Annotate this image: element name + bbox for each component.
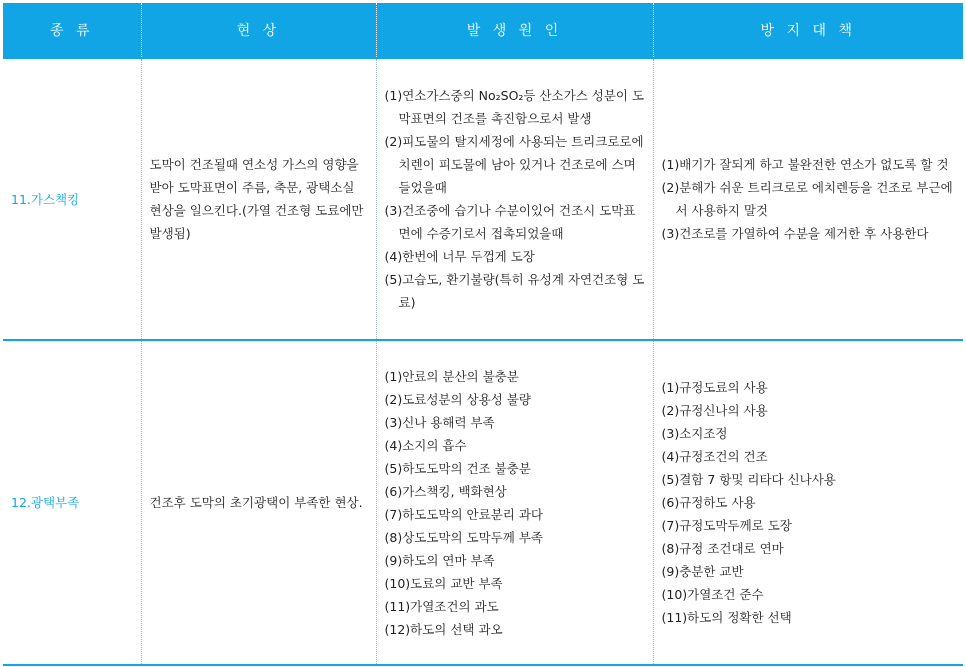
cause-item: (7)하도도막의 안료분리 과다 [384, 506, 543, 522]
prevention-list [662, 376, 956, 629]
cause-cell [376, 340, 653, 665]
prevention-item: (8)규정 조건대로 연마 [661, 541, 784, 556]
prevention-list [662, 153, 956, 245]
cause-item: (9)하도의 연마 부족 [384, 552, 495, 568]
cause-item: (2)피도물의 탈지세정에 사용되는 트리크로로에치렌이 피도물에 남아 있거나 건조로에 스며들었을때 [384, 134, 644, 195]
cause-list [385, 84, 645, 314]
prevention-item: (9)충분한 교반 [661, 564, 744, 579]
header-cause: 발 생 원 인 [376, 3, 653, 58]
prevention-cell [653, 58, 963, 340]
cause-list [385, 365, 645, 641]
cause-item: (12)하도의 선택 과오 [384, 621, 503, 637]
prevention-item: (10)가열조건 준수 [661, 587, 764, 602]
cause-item: (1)안료의 분산의 불충분 [384, 368, 519, 384]
kind-cell: 11.가스책킹 [3, 58, 141, 340]
table-row [3, 58, 963, 340]
cause-item: (3)건조중에 습기나 수분이있어 건조시 도막표면에 수증기로서 접촉되었을때 [384, 203, 636, 241]
cause-item: (4)한번에 너무 두껍게 도장 [384, 249, 535, 264]
cause-item: (2)도료성분의 상용성 불량 [384, 391, 531, 407]
prevention-item: (4)규정조건의 건조 [661, 449, 768, 464]
cause-item: (5)하도도막의 건조 불충분 [384, 460, 531, 476]
cause-item: (6)가스책킹, 백화현상 [384, 483, 507, 499]
kind-cell: 12.광택부족 [3, 340, 141, 665]
header-row [3, 3, 963, 58]
cause-item: (8)상도도막의 도막두께 부족 [384, 529, 543, 545]
prevention-item: (1)배기가 잘되게 하고 불완전한 연소가 없도록 할 것 [661, 157, 949, 172]
prevention-item: (2)분해가 쉬운 트리크로로 에치렌등을 건조로 부근에서 사용하지 말것 [661, 180, 953, 218]
prevention-item: (11)하도의 정확한 선택 [661, 610, 792, 625]
cause-item: (1)연소가스중의 No₂SO₂등 산소가스 성분이 도막표면의 건조를 촉진함으로서 발생 [384, 88, 645, 126]
prevention-item: (3)건조로를 가열하여 수분을 제거한 후 사용한다 [661, 226, 929, 241]
phenomenon-cell: 도막이 건조될때 연소성 가스의 영향을 받아 도막표면이 주름, 축문, 광택소실 현상을 일으킨다.(가열 건조형 도료에만 발생됨) [141, 58, 376, 340]
cause-item: (10)도료의 교반 부족 [384, 575, 503, 591]
cause-cell [376, 58, 653, 340]
cause-item: (3)신나 용해력 부족 [384, 414, 495, 430]
prevention-item: (7)규정도막두께로 도장 [661, 518, 792, 533]
prevention-item: (3)소지조정 [661, 426, 728, 441]
header-kind: 종 류 [3, 3, 141, 58]
prevention-item: (5)결함 7 항및 리타다 신나사용 [661, 472, 836, 487]
cause-item: (5)고습도, 환기불량(특히 유성계 자연건조형 도료) [384, 272, 645, 310]
prevention-cell [653, 340, 963, 665]
cause-item: (11)가열조건의 과도 [384, 598, 499, 614]
phenomenon-cell: 건조후 도막의 초기광택이 부족한 현상. [141, 340, 376, 665]
header-phenomenon: 현 상 [141, 3, 376, 58]
cause-item: (4)소지의 흡수 [384, 437, 467, 453]
table-row [3, 340, 963, 665]
header-prevention: 방 지 대 책 [653, 3, 963, 58]
prevention-item: (2)규정신나의 사용 [661, 403, 768, 418]
prevention-item: (1)규정도료의 사용 [661, 380, 768, 395]
prevention-item: (6)규정하도 사용 [661, 495, 756, 510]
defect-table [3, 3, 963, 666]
